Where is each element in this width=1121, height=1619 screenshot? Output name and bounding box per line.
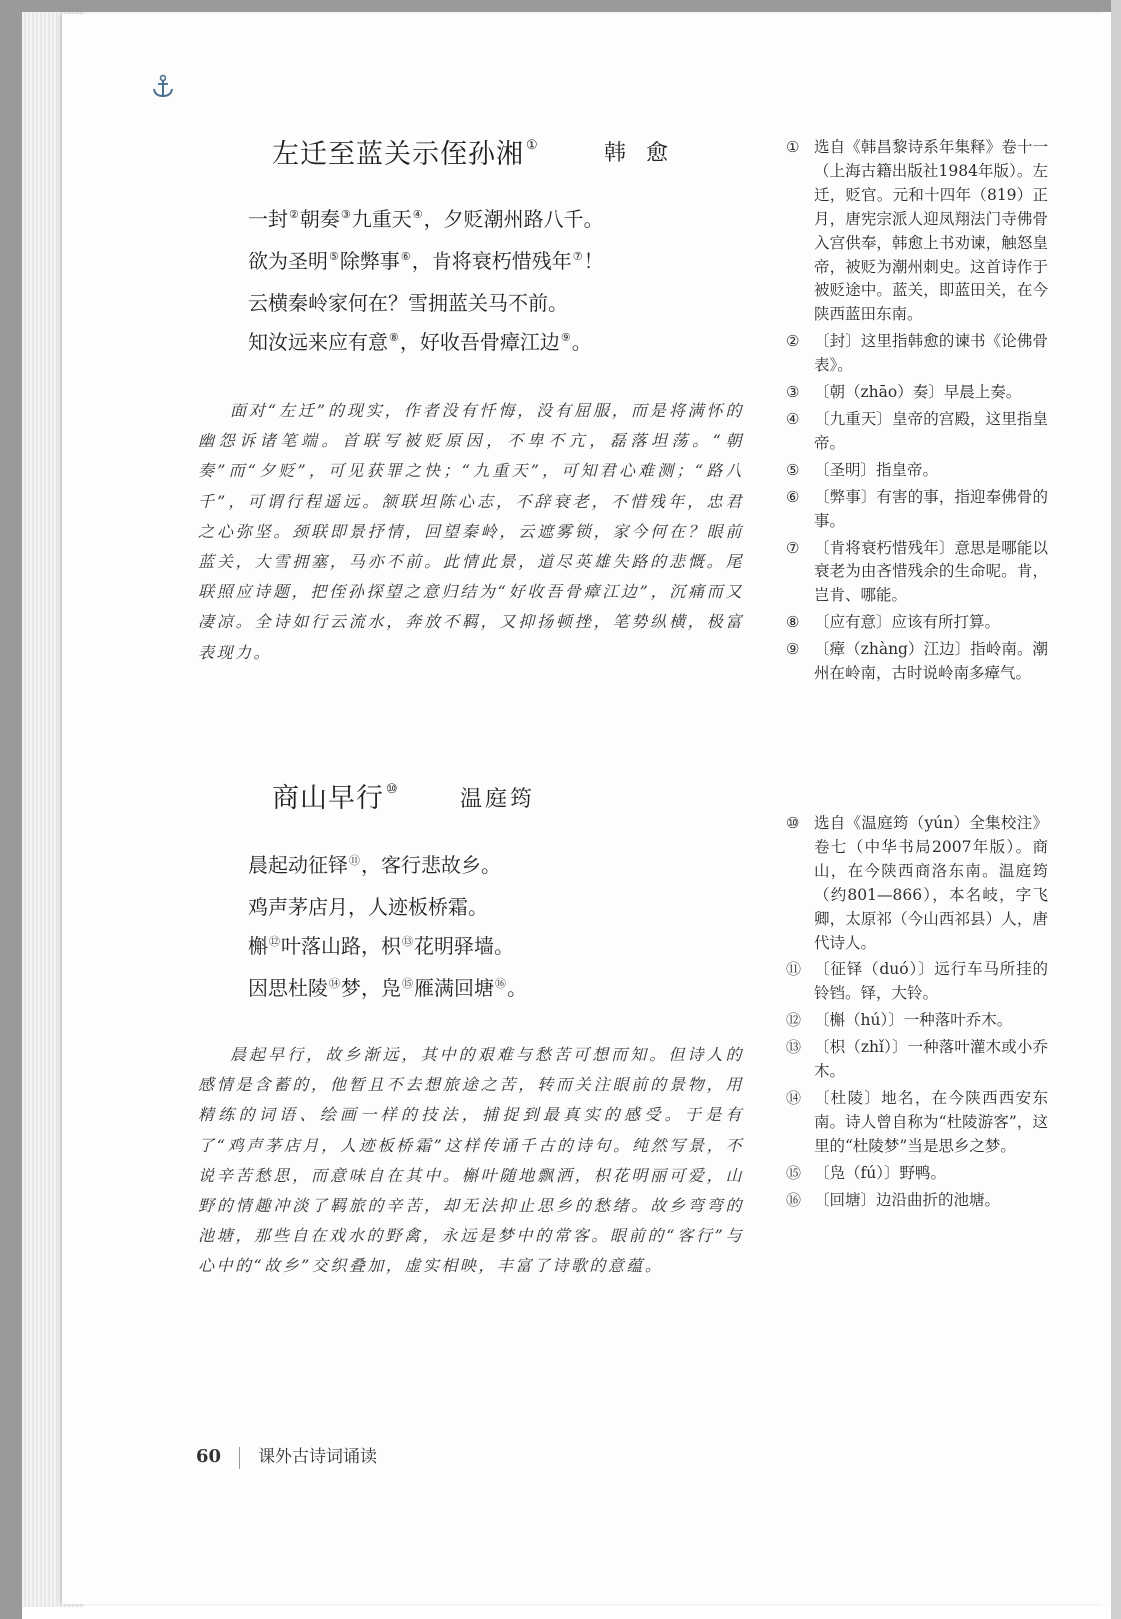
verse-text: 。	[571, 330, 592, 354]
footnote-item	[786, 812, 1048, 955]
verse-text: 九重天	[351, 207, 412, 231]
poem-line	[248, 888, 527, 927]
scan-border-right	[1111, 0, 1121, 1619]
poem-line	[248, 846, 527, 888]
footnote-item	[786, 958, 1048, 1006]
footnote-item	[786, 1009, 1048, 1033]
poem2-verse	[248, 846, 527, 1011]
verse-text: ，好收吾骨瘴江边	[399, 330, 560, 354]
verse-text: 。	[507, 976, 527, 1000]
anchor-icon	[150, 74, 176, 100]
footnote-item	[786, 330, 1048, 378]
footnote-text: 〔肯将衰朽惜残年〕意思是哪能以衰老为由吝惜残余的生命呢。肯，岂肯、哪能。	[814, 538, 1048, 605]
footnote-marker: ⑦	[572, 250, 583, 263]
verse-text: ，肯将衰朽惜残年	[411, 249, 572, 273]
poem-line	[248, 927, 527, 969]
verse-text: 晨起动征铎	[248, 853, 348, 877]
footnote-number: ④	[786, 409, 800, 428]
scan-border-left	[0, 0, 22, 1619]
footnote-item	[786, 537, 1048, 609]
footnote-number: ①	[786, 138, 800, 156]
footnote-text: 〔朝（zhāo）奏〕早晨上奏。	[814, 383, 1022, 402]
poem1-verse	[248, 200, 604, 365]
notes-poem1	[786, 136, 1048, 689]
poem2-title-text: 商山早行	[272, 783, 384, 814]
page-footer	[196, 1442, 377, 1469]
verse-text: 因思杜陵	[248, 976, 328, 1000]
footnote-number: ⑭	[786, 1088, 802, 1107]
footnote-item	[786, 1087, 1048, 1159]
page-number: 60	[196, 1446, 222, 1467]
verse-text: 叶落山路，枳	[281, 934, 401, 958]
footnote-marker: ⑧	[389, 331, 399, 344]
footnote-text: 〔九重天〕皇帝的宫殿，这里指皇帝。	[814, 409, 1048, 452]
footnote-number: ⑬	[786, 1038, 802, 1057]
section-title: 课外古诗词诵读	[258, 1447, 378, 1467]
footnote-text: 〔杜陵〕地名，在今陕西西安东南。诗人曾自称为“杜陵游客”，这里的“杜陵梦”当是思乡之梦。	[814, 1088, 1048, 1155]
verse-text: 云横秦岭家何在？雪拥蓝关马不前。	[248, 291, 568, 315]
footnote-item	[786, 381, 1048, 405]
footnote-text: 〔回塘〕边沿曲折的池塘。	[814, 1190, 1001, 1209]
footnote-marker: ⑭	[329, 977, 340, 990]
footnote-marker: ②	[289, 208, 299, 221]
footnote-item	[786, 1162, 1048, 1186]
poem1-title	[272, 132, 539, 171]
footnote-number: ⑩	[786, 814, 800, 832]
verse-text: 鸡声茅店月，人迹板桥霜。	[248, 895, 488, 919]
poem2-author: 温庭筠	[460, 787, 536, 812]
verse-text: ！	[583, 249, 604, 273]
footnote-number: ③	[786, 383, 800, 402]
verse-text: 槲	[248, 934, 268, 958]
poem2-title	[272, 776, 399, 815]
footnote-number: ⑮	[786, 1163, 802, 1182]
footnote-item	[786, 459, 1048, 483]
footnote-marker: ⑮	[402, 977, 413, 990]
verse-text: 梦，凫	[341, 976, 401, 1000]
footnote-marker: ⑥	[400, 250, 411, 263]
poem1-title-note: ①	[526, 138, 539, 153]
verse-text: 除弊事	[339, 249, 400, 273]
footnote-marker: ④	[412, 208, 423, 221]
footnote-number: ②	[786, 332, 800, 351]
poem-line	[248, 284, 604, 323]
footnote-text: 〔弊事〕有害的事，指迎奉佛骨的事。	[814, 487, 1048, 530]
footnote-number: ⑥	[786, 487, 800, 506]
notes-poem2	[786, 812, 1048, 1216]
poem-line	[248, 242, 604, 284]
footnote-marker: ⑤	[329, 250, 339, 263]
verse-text: 花明驿墙。	[414, 934, 514, 958]
verse-text: 欲为圣明	[248, 249, 328, 273]
footnote-item	[786, 136, 1048, 327]
verse-text: 一封	[248, 207, 288, 231]
footnote-marker: ⑪	[349, 854, 360, 867]
poem1-title-text: 左迁至蓝关示侄孙湘	[272, 139, 524, 170]
footnote-text: 〔应有意〕应该有所打算。	[814, 613, 1001, 632]
footnote-item	[786, 1036, 1048, 1084]
verse-text: 知汝远来应有意	[248, 330, 388, 354]
verse-text: 朝奏	[299, 207, 340, 231]
footnote-number: ⑤	[786, 460, 800, 479]
scan-border-top	[0, 0, 1121, 12]
footnote-text: 〔瘴（zhàng）江边〕指岭南。潮州在岭南，古时说岭南多瘴气。	[814, 640, 1048, 683]
poem2-title-note: ⑩	[386, 782, 399, 797]
footnote-item	[786, 1189, 1048, 1213]
footnote-number: ⑧	[786, 613, 800, 632]
footnote-text: 〔圣明〕指皇帝。	[814, 460, 939, 479]
footer-divider	[239, 1447, 240, 1469]
footnote-text: 选自《韩昌黎诗系年集释》卷十一（上海古籍出版社1984年版）。左迁，贬官。元和十四年（819）正月，唐宪宗派人迎凤翔法门寺佛骨入宫供奉，韩愈上书劝谏，触怒皇帝，被贬为潮州刺史。这首诗作于被贬途中。蓝关，即蓝田关，在今陕西蓝田东南。	[814, 138, 1048, 324]
poem2-commentary	[198, 1040, 744, 1282]
footnote-number: ⑪	[786, 960, 802, 979]
footnote-marker: ⑬	[402, 935, 413, 948]
footnote-text: 〔枳（zhǐ）〕一种落叶灌木或小乔木。	[814, 1038, 1048, 1081]
poem-line	[248, 200, 604, 242]
footnote-text: 〔征铎（duó）〕远行车马所挂的铃铛。铎，大铃。	[814, 960, 1048, 1003]
poem-line	[248, 323, 604, 365]
footnote-marker: ③	[340, 208, 351, 221]
footnote-text: 〔封〕这里指韩愈的谏书《论佛骨表》。	[814, 332, 1048, 375]
footnote-text: 选自《温庭筠（yún）全集校注》卷七（中华书局2007年版）。商山，在今陕西商洛东南。温庭筠（约801—866），本名岐，字飞卿，太原祁（今山西祁县）人，唐代诗人。	[814, 814, 1048, 952]
poem-line	[248, 969, 527, 1011]
poem1-author: 韩愈	[604, 141, 689, 166]
footnote-item	[786, 638, 1048, 686]
footnote-text: 〔槲（hú）〕一种落叶乔木。	[814, 1011, 1013, 1030]
verse-text: 雁满回塘	[414, 976, 494, 1000]
verse-text: ，夕贬潮州路八千。	[423, 207, 604, 231]
footnote-item	[786, 486, 1048, 534]
poem1-commentary-text: 面对“左迁”的现实，作者没有忏悔，没有屈服，而是将满怀的幽怨诉诸笔端。首联写被贬原因，不卑不亢，磊落坦荡。“朝奏”而“夕贬”，可见获罪之快；“九重天”，可知君心难测；“路八千”，可谓行程遥远。颔联坦陈心志，不辞衰老，不惜残年，忠君之心弥坚。颈联即景抒情，回望秦岭，云遮雾锁，家今何在？眼前蓝关，大雪拥塞，马亦不前。此情此景，道尽英雄失路的悲慨。尾联照应诗题，把侄孙探望之意归结为“好收吾骨瘴江边”，沉痛而又凄凉。全诗如行云流水，奔放不羁，又抑扬顿挫，笔势纵横，极富表现力。	[198, 401, 744, 662]
footnote-marker: ⑯	[495, 977, 506, 990]
footnote-item	[786, 611, 1048, 635]
footnote-number: ⑦	[786, 538, 800, 557]
footnote-number: ⑫	[786, 1011, 802, 1030]
footnote-number: ⑯	[786, 1190, 802, 1209]
footnote-number: ⑨	[786, 640, 800, 659]
footnote-marker: ⑨	[560, 331, 571, 344]
poem2-commentary-text: 晨起早行，故乡渐远，其中的艰难与愁苦可想而知。但诗人的感情是含蓄的，他暂且不去想旅途之苦，转而关注眼前的景物，用精练的词语、绘画一样的技法，捕捉到最真实的感受。于是有了“鸡声茅店月，人迹板桥霜”这样传诵千古的诗句。纯然写景，不说辛苦愁思，而意味自在其中。槲叶随地飘洒，枳花明丽可爱，山野的情趣冲淡了羁旅的辛苦，却无法抑止思乡的愁绪。故乡弯弯的池塘，那些自在戏水的野禽，永远是梦中的常客。眼前的“客行”与心中的“故乡”交织叠加，虚实相映，丰富了诗歌的意蕴。	[198, 1045, 744, 1276]
footnote-marker: ⑫	[269, 935, 280, 948]
footnote-text: 〔凫（fú）〕野鸭。	[814, 1163, 946, 1182]
poem1-commentary	[198, 396, 744, 668]
verse-text: ，客行悲故乡。	[361, 853, 501, 877]
footnote-item	[786, 408, 1048, 456]
